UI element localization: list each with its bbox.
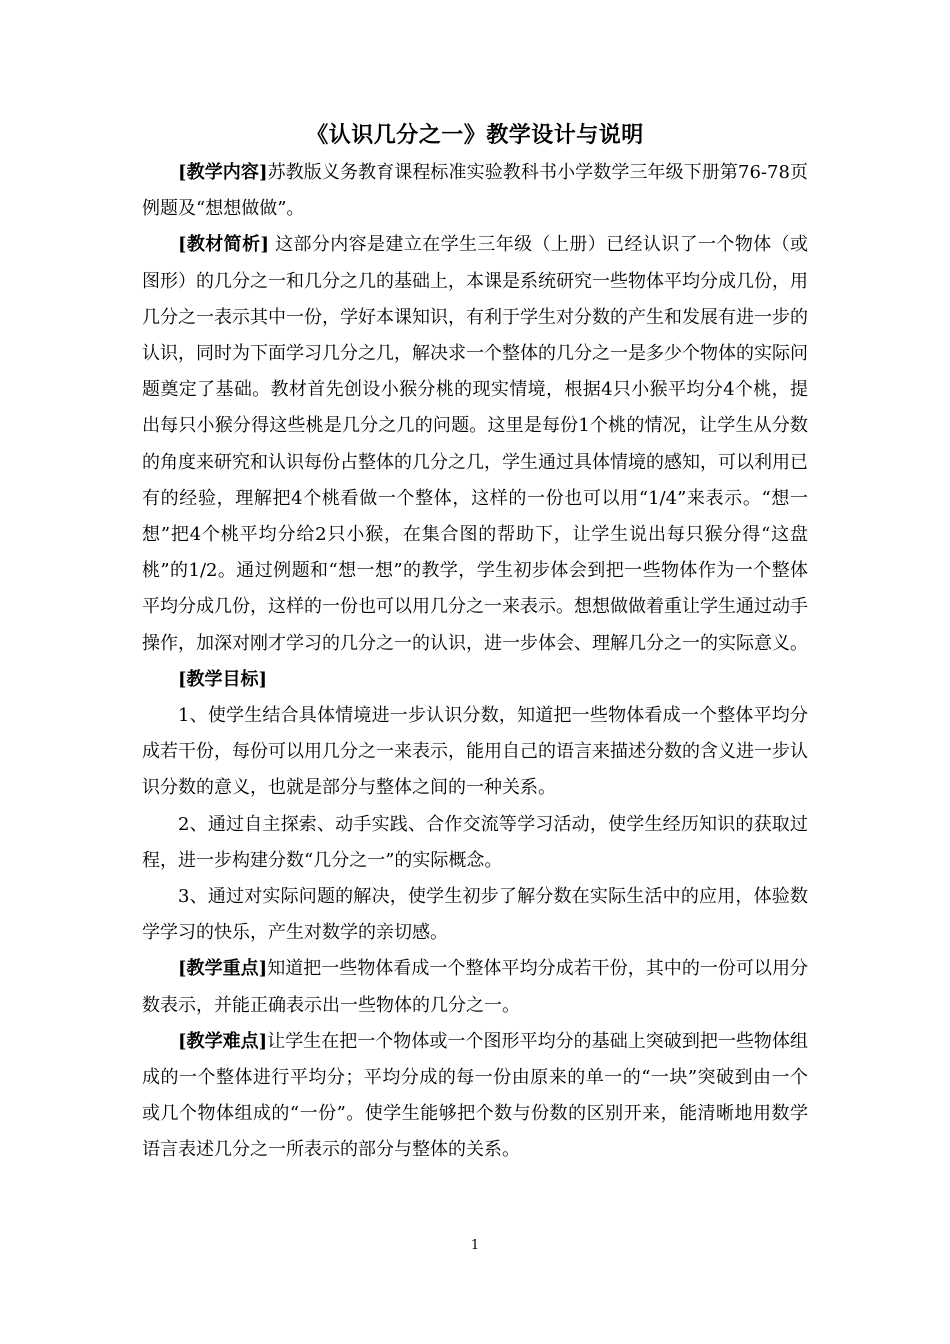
teaching-goal-item: 2、通过自主探索、动手实践、合作交流等学习活动，使学生经历知识的获取过程，进一步构建分数“几分之一”的实际概念。 (142, 813, 808, 871)
textbook-analysis-paragraph (142, 227, 808, 661)
key-points-paragraph (142, 951, 808, 1023)
document-title: 《认识几分之一》教学设计与说明 (306, 122, 644, 148)
document-body (142, 115, 808, 1169)
teaching-content-text: 苏教版义务教育课程标准实验教科书小学数学三年级下册第76-78页例题及“想想做做”。 (142, 162, 808, 220)
page-number: 1 (470, 1238, 480, 1253)
teaching-goals-heading: [教学目标] (178, 668, 268, 690)
teaching-content-label: [教学内容] (178, 162, 268, 183)
key-points-text: 知道把一些物体看成一个整体平均分成若干份，其中的一份可以用分数表示，并能正确表示出一些物体的几分之一。 (142, 958, 808, 1016)
teaching-goal-item: 3、通过对实际问题的解决，使学生初步了解分数在实际生活中的应用，体验数学学习的快乐，产生对数学的亲切感。 (142, 886, 808, 944)
teaching-goal-item: 1、使学生结合具体情境进一步认识分数，知道把一些物体看成一个整体平均分成若干份，每份可以用几分之一来表示，能用自己的语言来描述分数的含义进一步认识分数的意义，也就是部分与整体之间的一种关系。 (142, 705, 808, 799)
key-points-label: [教学重点] (178, 958, 268, 980)
textbook-analysis-label: [教材简析] (178, 234, 269, 256)
difficulties-label: [教学难点] (178, 1030, 268, 1052)
teaching-content-paragraph (142, 155, 808, 227)
difficulties-text: 让学生在把一个物体或一个图形平均分的基础上突破到把一些物体组成的一个整体进行平均分；平均分成的每一份由原来的单一的“一块”突破到由一个或几个物体组成的“一份”。使学生能够把个数与份数的区别开来，能清晰地用数学语言表述几分之一所表示的部分与整体的关系。 (142, 1030, 808, 1161)
textbook-analysis-text: 这部分内容是建立在学生三年级（上册）已经认识了一个物体（或图形）的几分之一和几分之几的基础上，本课是系统研究一些物体平均分成几份，用几分之一表示其中一份，学好本课知识，有利于学生对分数的产生和发展有进一步的认识，同时为下面学习几分之几，解决求一个整体的几分之一是多少个物体的实际问题奠定了基础。教材首先创设小猴分桃的现实情境，根据4只小猴平均分4个桃，提出每只小猴分得这些桃是几分之几的问题。这里是每份1个桃的情况，让学生从分数的角度来研究和认识每份占整体的几分之几，学生通过具体情境的感知，可以利用已有的经验，理解把4个桃看做一个整体，这样的一份也可以用“1/4”来表示。“想一想”把4个桃平均分给2只小猴，在集合图的帮助下，让学生说出每只猴分得“这盘桃”的1/2。通过例题和“想一想”的教学，学生初步体会到把一些物体作为一个整体平均分成几份，这样的一份也可以用几分之一来表示。想想做做着重让学生通过动手操作，加深对刚才学习的几分之一的认识，进一步体会、理解几分之一的实际意义。 (142, 234, 808, 654)
difficulties-paragraph (142, 1024, 808, 1169)
